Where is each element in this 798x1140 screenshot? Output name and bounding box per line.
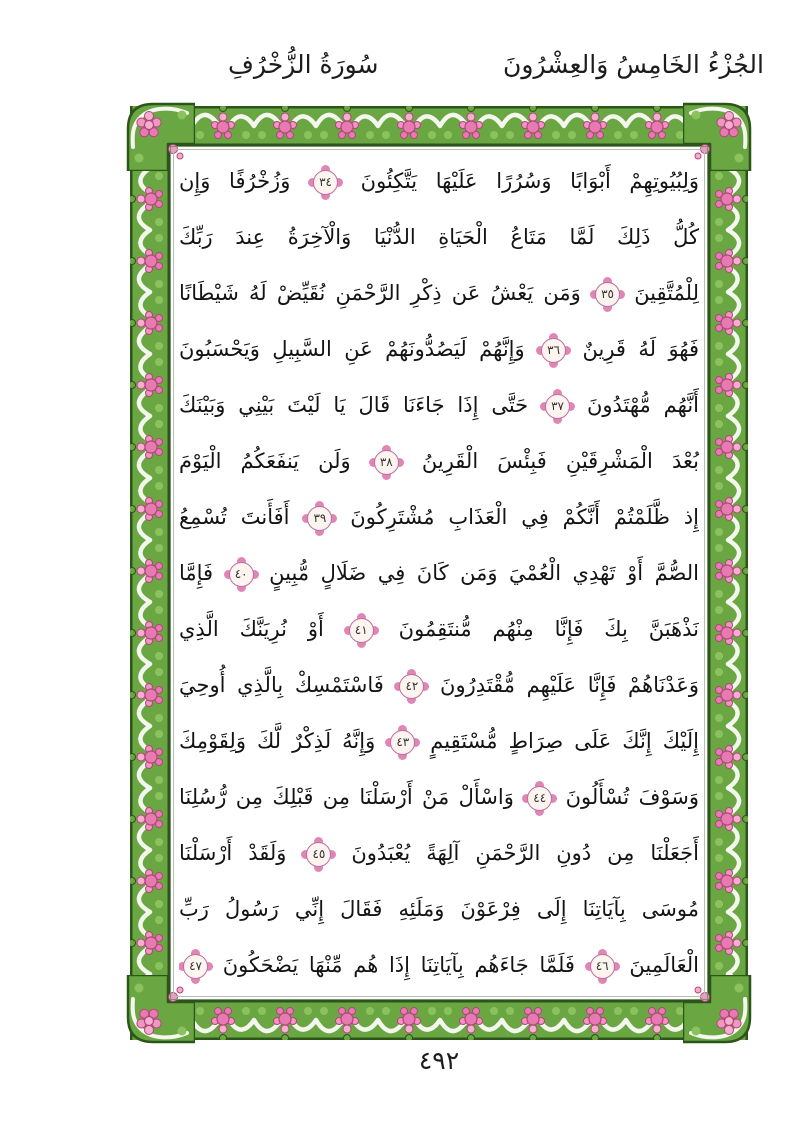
- ayah-end-medallion-٤٧: ٤٧: [183, 954, 208, 979]
- ayah-end-medallion-٤٥: ٤٥: [306, 842, 331, 867]
- border-strip-top-ornament-icon: [130, 106, 748, 146]
- ayah-text-segment: وَسَوْفَ تُسْأَلُونَ: [565, 785, 699, 809]
- quran-line-11: [179, 713, 699, 769]
- ayah-text-segment: وَاسْأَلْ مَنْ أَرْسَلْنَا مِن قَبْلِكَ مِن رُّسُلِنَا: [179, 785, 514, 809]
- quran-line-10: [179, 657, 699, 713]
- ayah-text-segment: إِلَيْكَ إِنَّكَ عَلَى صِرَاطٍ مُّسْتَقِيمٍ: [430, 729, 699, 753]
- quran-line-8: [179, 545, 699, 601]
- ayah-text-segment: أَنَّهُم مُّهْتَدُونَ: [586, 393, 699, 417]
- ayah-end-medallion-٣٨: ٣٨: [374, 450, 399, 475]
- ayah-text-segment: فَإِمَّا: [179, 561, 214, 585]
- quran-line-13: [179, 825, 699, 881]
- quran-line-2: [179, 209, 699, 265]
- quran-line-12: [179, 769, 699, 825]
- ayah-text-segment: فَاسْتَمْسِكْ بِالَّذِي أُوحِيَ: [179, 673, 384, 697]
- ayah-text-segment: وَمَن يَعْشُ عَن ذِكْرِ الرَّحْمَنِ نُقَيِّضْ لَهُ شَيْطَانًا: [179, 281, 581, 305]
- ayah-text-segment: لِلْمُتَّقِينَ: [634, 281, 699, 305]
- ayah-text-segment: وَعَدْنَاهُمْ فَإِنَّا عَلَيْهِم مُّقْتَدِرُونَ: [440, 673, 699, 697]
- ayah-text-segment: الْعَالَمِينَ: [629, 953, 699, 977]
- ayah-end-medallion-٤١: ٤١: [349, 618, 374, 643]
- quran-line-9: [179, 601, 699, 657]
- quran-line-7: [179, 489, 699, 545]
- ayah-text-segment: نَذْهَبَنَّ بِكَ فَإِنَّا مِنْهُم مُّنتَقِمُونَ: [398, 617, 699, 641]
- ayah-text-segment: مُوسَى بِآيَاتِنَا إِلَى فِرْعَوْنَ وَمَلَئِهِ فَقَالَ إِنِّي رَسُولُ رَبِّ: [179, 897, 699, 921]
- surah-title: سُورَةُ الزُّخْرُفِ: [228, 50, 379, 79]
- quran-line-1: [179, 153, 699, 209]
- ayah-end-medallion-٣٤: ٣٤: [313, 170, 338, 195]
- ayah-text-segment: حَتَّى إِذَا جَاءَنَا قَالَ يَا لَيْتَ بَيْنِي وَبَيْنَكَ: [179, 393, 529, 417]
- border-strip-right-ornament-icon: [708, 106, 748, 1040]
- ayah-end-medallion-٤٠: ٤٠: [229, 562, 254, 587]
- ayah-text-segment: أَجَعَلْنَا مِن دُونِ الرَّحْمَنِ آلِهَةً يُعْبَدُونَ: [351, 841, 699, 865]
- ayah-text-segment: أَفَأَنتَ تُسْمِعُ: [179, 505, 290, 529]
- quran-line-14: [179, 881, 699, 937]
- ayah-end-medallion-٣٩: ٣٩: [307, 506, 332, 531]
- ayah-end-medallion-٣٧: ٣٧: [545, 394, 570, 419]
- ayah-text-segment: وَإِنَّهُ لَذِكْرٌ لَّكَ وَلِقَوْمِكَ: [179, 729, 376, 753]
- quran-text-area: [179, 153, 699, 993]
- ayah-text-segment: بُعْدَ الْمَشْرِقَيْنِ فَبِئْسَ الْقَرِينُ: [421, 449, 699, 473]
- page-number: ٤٩٢: [418, 1046, 460, 1075]
- quran-line-6: [179, 433, 699, 489]
- quran-line-4: [179, 321, 699, 377]
- decorative-border-frame: [130, 106, 748, 1040]
- ayah-end-medallion-٤٢: ٤٢: [399, 674, 424, 699]
- ayah-text-segment: كُلُّ ذَلِكَ لَمَّا مَتَاعُ الْحَيَاةِ الدُّنْيَا وَالْآخِرَةُ عِندَ رَبِّكَ: [179, 225, 699, 249]
- border-strip-bottom-ornament-icon: [130, 1000, 748, 1040]
- ayah-end-medallion-٤٣: ٤٣: [390, 730, 415, 755]
- ayah-text-segment: وَلِبُيُوتِهِمْ أَبْوَابًا وَسُرُرًا عَلَيْهَا يَتَّكِئُونَ: [360, 169, 699, 193]
- ayah-end-medallion-٣٦: ٣٦: [541, 338, 566, 363]
- ayah-text-segment: وَإِنَّهُمْ لَيَصُدُّونَهُمْ عَنِ السَّبِيلِ وَيَحْسَبُونَ: [179, 337, 525, 361]
- quran-line-3: [179, 265, 699, 321]
- ayah-text-segment: فَلَمَّا جَاءَهُم بِآيَاتِنَا إِذَا هُم مِّنْهَا يَضْحَكُونَ: [222, 953, 575, 977]
- quran-line-15: [179, 937, 699, 993]
- ayah-text-segment: وَلَن يَنفَعَكُمُ الْيَوْمَ: [179, 449, 351, 473]
- quran-line-5: [179, 377, 699, 433]
- ayah-text-segment: وَلَقَدْ أَرْسَلْنَا: [179, 841, 287, 865]
- ayah-text-segment: أَوْ نُرِيَنَّكَ الَّذِي: [179, 617, 324, 641]
- ayah-text-segment: وَزُخْرُفًا وَإِن: [179, 169, 291, 193]
- juz-title: الجُزْءُ الخَامِسُ وَالعِشْرُونَ: [503, 50, 764, 79]
- ayah-end-medallion-٤٤: ٤٤: [527, 786, 552, 811]
- ayah-end-medallion-٣٥: ٣٥: [595, 282, 620, 307]
- ayah-text-segment: فَهُوَ لَهُ قَرِينٌ: [582, 337, 699, 361]
- ayah-text-segment: الصُّمَّ أَوْ تَهْدِي الْعُمْيَ وَمَن كَانَ فِي ضَلَالٍ مُّبِينٍ: [269, 561, 699, 585]
- ayah-end-medallion-٤٦: ٤٦: [590, 954, 615, 979]
- ayah-text-segment: إِذ ظَّلَمْتُمْ أَنَّكُمْ فِي الْعَذَابِ مُشْتَرِكُونَ: [350, 505, 699, 529]
- border-strip-left-ornament-icon: [130, 106, 170, 1040]
